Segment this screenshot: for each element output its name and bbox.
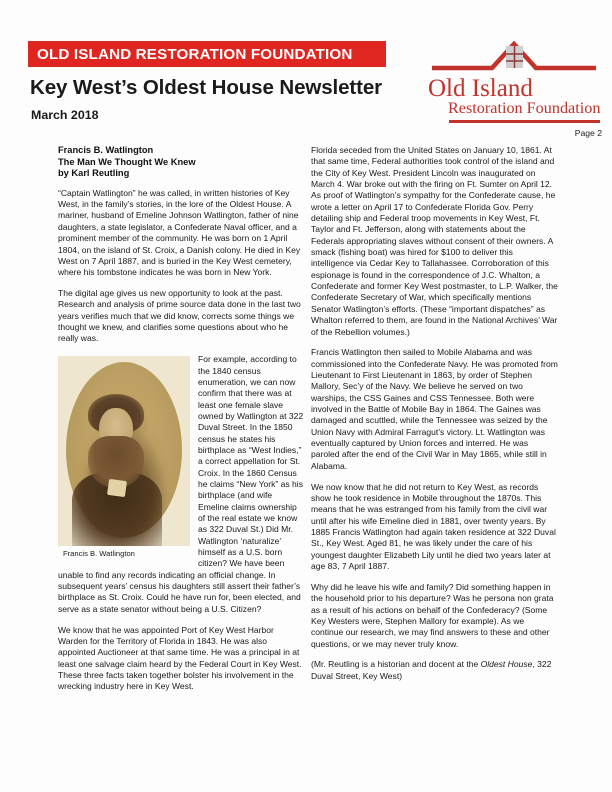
organization-logo (424, 38, 602, 142)
paragraph: We now know that he did not return to Key West, as records show he took residence in Mobile throughout the 1870s. This means that he was estranged from his family from the civil war until after his wife Emeline died in 1881, over twenty years. By 1885 Francis Watlington had again taken residence at 322 Duval St., Key West. Aged 81, he was likely under the care of his youngest daughter Elizabeth Lily until he died two years later at age 83, 7 April 1887. (311, 481, 556, 572)
logo-underline-rule (449, 120, 600, 123)
paragraph: Why did he leave his wife and family? Did something happen in the household prior to his departure? Was he persona non grata as a result of his actions on behalf of the Confederacy? (Some Key Westers were, Stephen Mallory for example). As we continue our research, we may find answers to these and other questions, or we may never truly know. (311, 581, 554, 649)
paragraph: “Captain Watlington” he was called, in written histories of Key West, in the family’s stories, in the lore of the Oldest House. A mariner, husband of Emeline Johnson Watlington, father of nine daughters, a state legislator, a Confederate Naval officer, and a prominent member of the community. He was born on 1 April 1804, on the island of St. Croix, a Danish colony. He died in Key West on 7 April 1887, and is buried in the Key West cemetery, where his tombstone indicates he was born in New York. (58, 187, 301, 278)
author-note-part-1: (Mr. Reutling is a historian and docent at the (311, 659, 481, 670)
article-headline-line-1: Francis B. Watlington (58, 145, 154, 155)
portrait-collar (107, 479, 127, 497)
author-note-venue: Oldest House (480, 659, 533, 670)
article-headline-line-2: The Man We Thought We Knew (58, 156, 196, 167)
article-byline: by Karl Reutling (58, 168, 130, 179)
portrait-and-text-block (58, 354, 305, 624)
paragraph: The digital age gives us new opportunity to look at the past. Research and analysis of prime source data done in the last two years verifies much that we did know, corrects some things we thought we knew, and clarifies some questions about who he really was. (58, 288, 301, 344)
article-column-right (311, 145, 558, 682)
paragraph: Florida seceded from the United States on January 10, 1861. At that same time, Federal authorities took control of the island and the City of Key West. President Lincoln was inaugurated on March 4. War broke out with the firing on Ft. Sumter on April 12. As proof of Watlington’s sympathy for the Confederate cause, he wrote a letter on April 17 to Confederate Florida Gov. Perry detailing ship and Federal troop movements in Key West, Ft. Taylor and Ft. Jefferson, along with statements about the Federals appropriating slaves without consent of their owners. A smack (fishing boat) was hired for $100 to deliver this intelligence via Cedar Key to Tallahassee. Corroboration of this espionage is found in the correspondence of J.C. Whalton, a Confederate and former Key West postmaster, to L.P. Walker, the Confederate Secretary of War, which specifically mentions Senator Watlington’s efforts. (These “important dispatches” as Whalton referred to them, are found in the National Archives’ War of the Rebellion volumes.) (311, 145, 558, 337)
portrait-caption: Francis B. Watlington (63, 549, 135, 559)
portrait-photo (58, 356, 190, 546)
page-number: Page 2 (574, 128, 602, 138)
author-note-part-2: , 322 Duval Street, Key West) (311, 659, 552, 681)
author-note (311, 659, 558, 682)
organization-banner-text: OLD ISLAND RESTORATION FOUNDATION (37, 45, 353, 63)
article-headline (58, 145, 305, 180)
article-column-left (58, 145, 305, 702)
paragraph: For example, according to the 1840 census enumeration, we can now confirm that there was at least one female slave owned by Watlington at 322 Duval Street. In the 1850 census he states his birthplace as “West Indies,” a correct appellation for St. Croix. In the 1860 Census he claims “New York” as his birthplace (and wife Emeline claims ownership of the real estate we know as 322 Duval St.) Did Mr. Watlington ‘naturalize’ himself as a U.S. born citizen? We have been unable to find any records indicating an official change. In subsequent years’ census his daughters still assert their father’s birthplace as St. Croix. Could he have run for, been elected, and serve as a state senator without being a U.S. Citizen? (58, 354, 304, 614)
masthead (28, 38, 602, 142)
portrait-figure (58, 356, 190, 559)
page-title: Key West’s Oldest House Newsletter (30, 76, 383, 99)
organization-banner (28, 41, 386, 67)
paragraph: We know that he was appointed Port of Key West Harbor Warden for the Territory of Florida in 1843. He was also appointed Auctioneer at that same time. He was a principal in at least one salvage claim heard by the Federal Court in Key West. These three facts taken together bolster his involvement in the wrecking industry here in Key West. (58, 624, 302, 692)
logo-primary-text: Old Island (428, 75, 533, 102)
paragraph: Francis Watlington then sailed to Mobile Alabama and was commissioned into the Confederate Navy. He was promoted from Lieutenant to First Lieutenant in 1863, by order of Stephen Mallory, Sec’y of the Navy. We believe he served on two warships, the CSS Gaines and CSS Tennessee. Both were involved in the Battle of Mobile Bay in 1864. The Gaines was damaged and scuttled, while the Tennessee was seized by the Union Navy with Admiral Farragut’s victory. Lt. Watlington was eventually captured by Union forces and interred. He was paroled after the end of the Civil War in May 1865, while still in Alabama. (311, 347, 558, 471)
issue-date: March 2018 (31, 108, 99, 122)
logo-secondary-text: Restoration Foundation (448, 99, 601, 117)
